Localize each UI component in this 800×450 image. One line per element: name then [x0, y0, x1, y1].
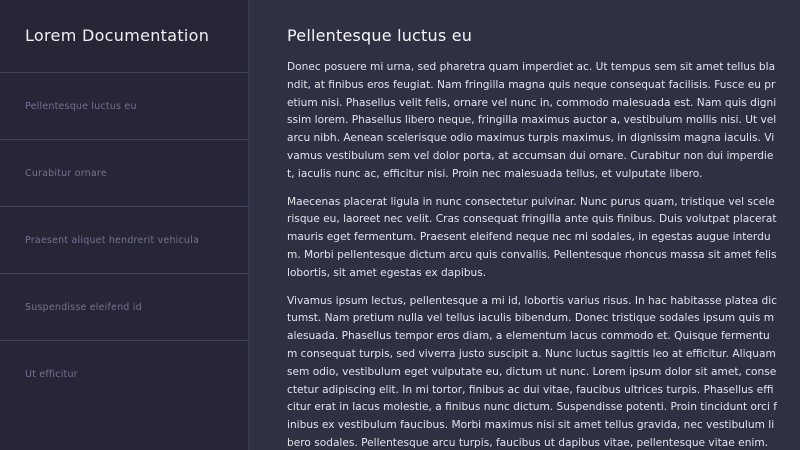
page-title: Pellentesque luctus eu: [287, 26, 473, 45]
sidebar-item-curabitur-ornare[interactable]: Curabitur ornare: [0, 140, 248, 207]
paragraph-2: Maecenas placerat ligula in nunc consectetur pulvinar. Nunc purus quam, tristique vel scelerisque eu, laoreet nec velit. Cras consequat fringilla ante quis finibus. Duis volutpat placerat mauris eget fermentum. Praesent eleifend neque nec mi sodales, in egestas augue interdum. Morbi pellentesque dictum arcu quis convallis. Pellentesque rhoncus massa sit amet felis lobortis, sit amet egestas ex dapibus.: [287, 195, 777, 279]
sidebar-item-ut-efficitur[interactable]: Ut efficitur: [25, 369, 78, 380]
sidebar-item-praesent-aliquet[interactable]: Praesent aliquet hendrerit vehicula: [0, 207, 248, 274]
sidebar-item-pellentesque-luctus-eu[interactable]: Pellentesque luctus eu: [0, 73, 248, 140]
sidebar-nav: [0, 73, 248, 408]
main-content: [249, 0, 800, 450]
sidebar-item-suspendisse-eleifend[interactable]: Suspendisse eleifend id: [0, 274, 248, 341]
sidebar-title: Lorem Documentation: [0, 0, 248, 73]
paragraph-1: Donec posuere mi urna, sed pharetra quam imperdiet ac. Ut tempus sem sit amet tellus blandit, at finibus eros feugiat. Nam fringilla magna quis neque consequat facilisis. Fusce eu pretium nisi. Phasellus velit felis, ornare vel nunc in, commodo malesuada est. Nam quis dignissim lorem. Phasellus libero neque, fringilla maximus auctor a, vestibulum mollis nisi. Ut vel arcu nibh. Aenean scelerisque odio maximus turpis maximus, in dignissim magna iaculis. Vivamus vestibulum sem vel dolor porta, at accumsan dui ornare. Curabitur non dui imperdiet, iaculis nunc ac, efficitur nisi. Proin nec malesuada tellus, et vulputate libero.: [287, 61, 777, 180]
sidebar: [0, 0, 249, 450]
paragraph-3: Vivamus ipsum lectus, pellentesque a mi id, lobortis varius risus. In hac habitasse platea dictumst. Nam pretium nulla vel tellus iaculis bibendum. Donec tristique sodales ipsum quis malesuada. Phasellus tempor eros diam, a elementum lacus commodo et. Quisque fermentum consequat turpis, sed viverra justo suscipit a. Nunc luctus sagittis leo at efficitur. Aliquam sem odio, vestibulum eget vulputate eu, dictum ut nunc. Lorem ipsum dolor sit amet, consectetur adipiscing elit. In mi tortor, finibus ac dui vitae, faucibus ultrices turpis. Phasellus efficitur erat in lacus molestie, a finibus nunc dictum. Suspendisse potenti. Proin tincidunt orci finibus ex vestibulum faucibus. Morbi maximus nisi sit amet tellus gravida, nec vestibulum libero sodales. Pellentesque arcu turpis, faucibus ut dapibus vitae, pellentesque vitae enim.: [287, 294, 778, 449]
